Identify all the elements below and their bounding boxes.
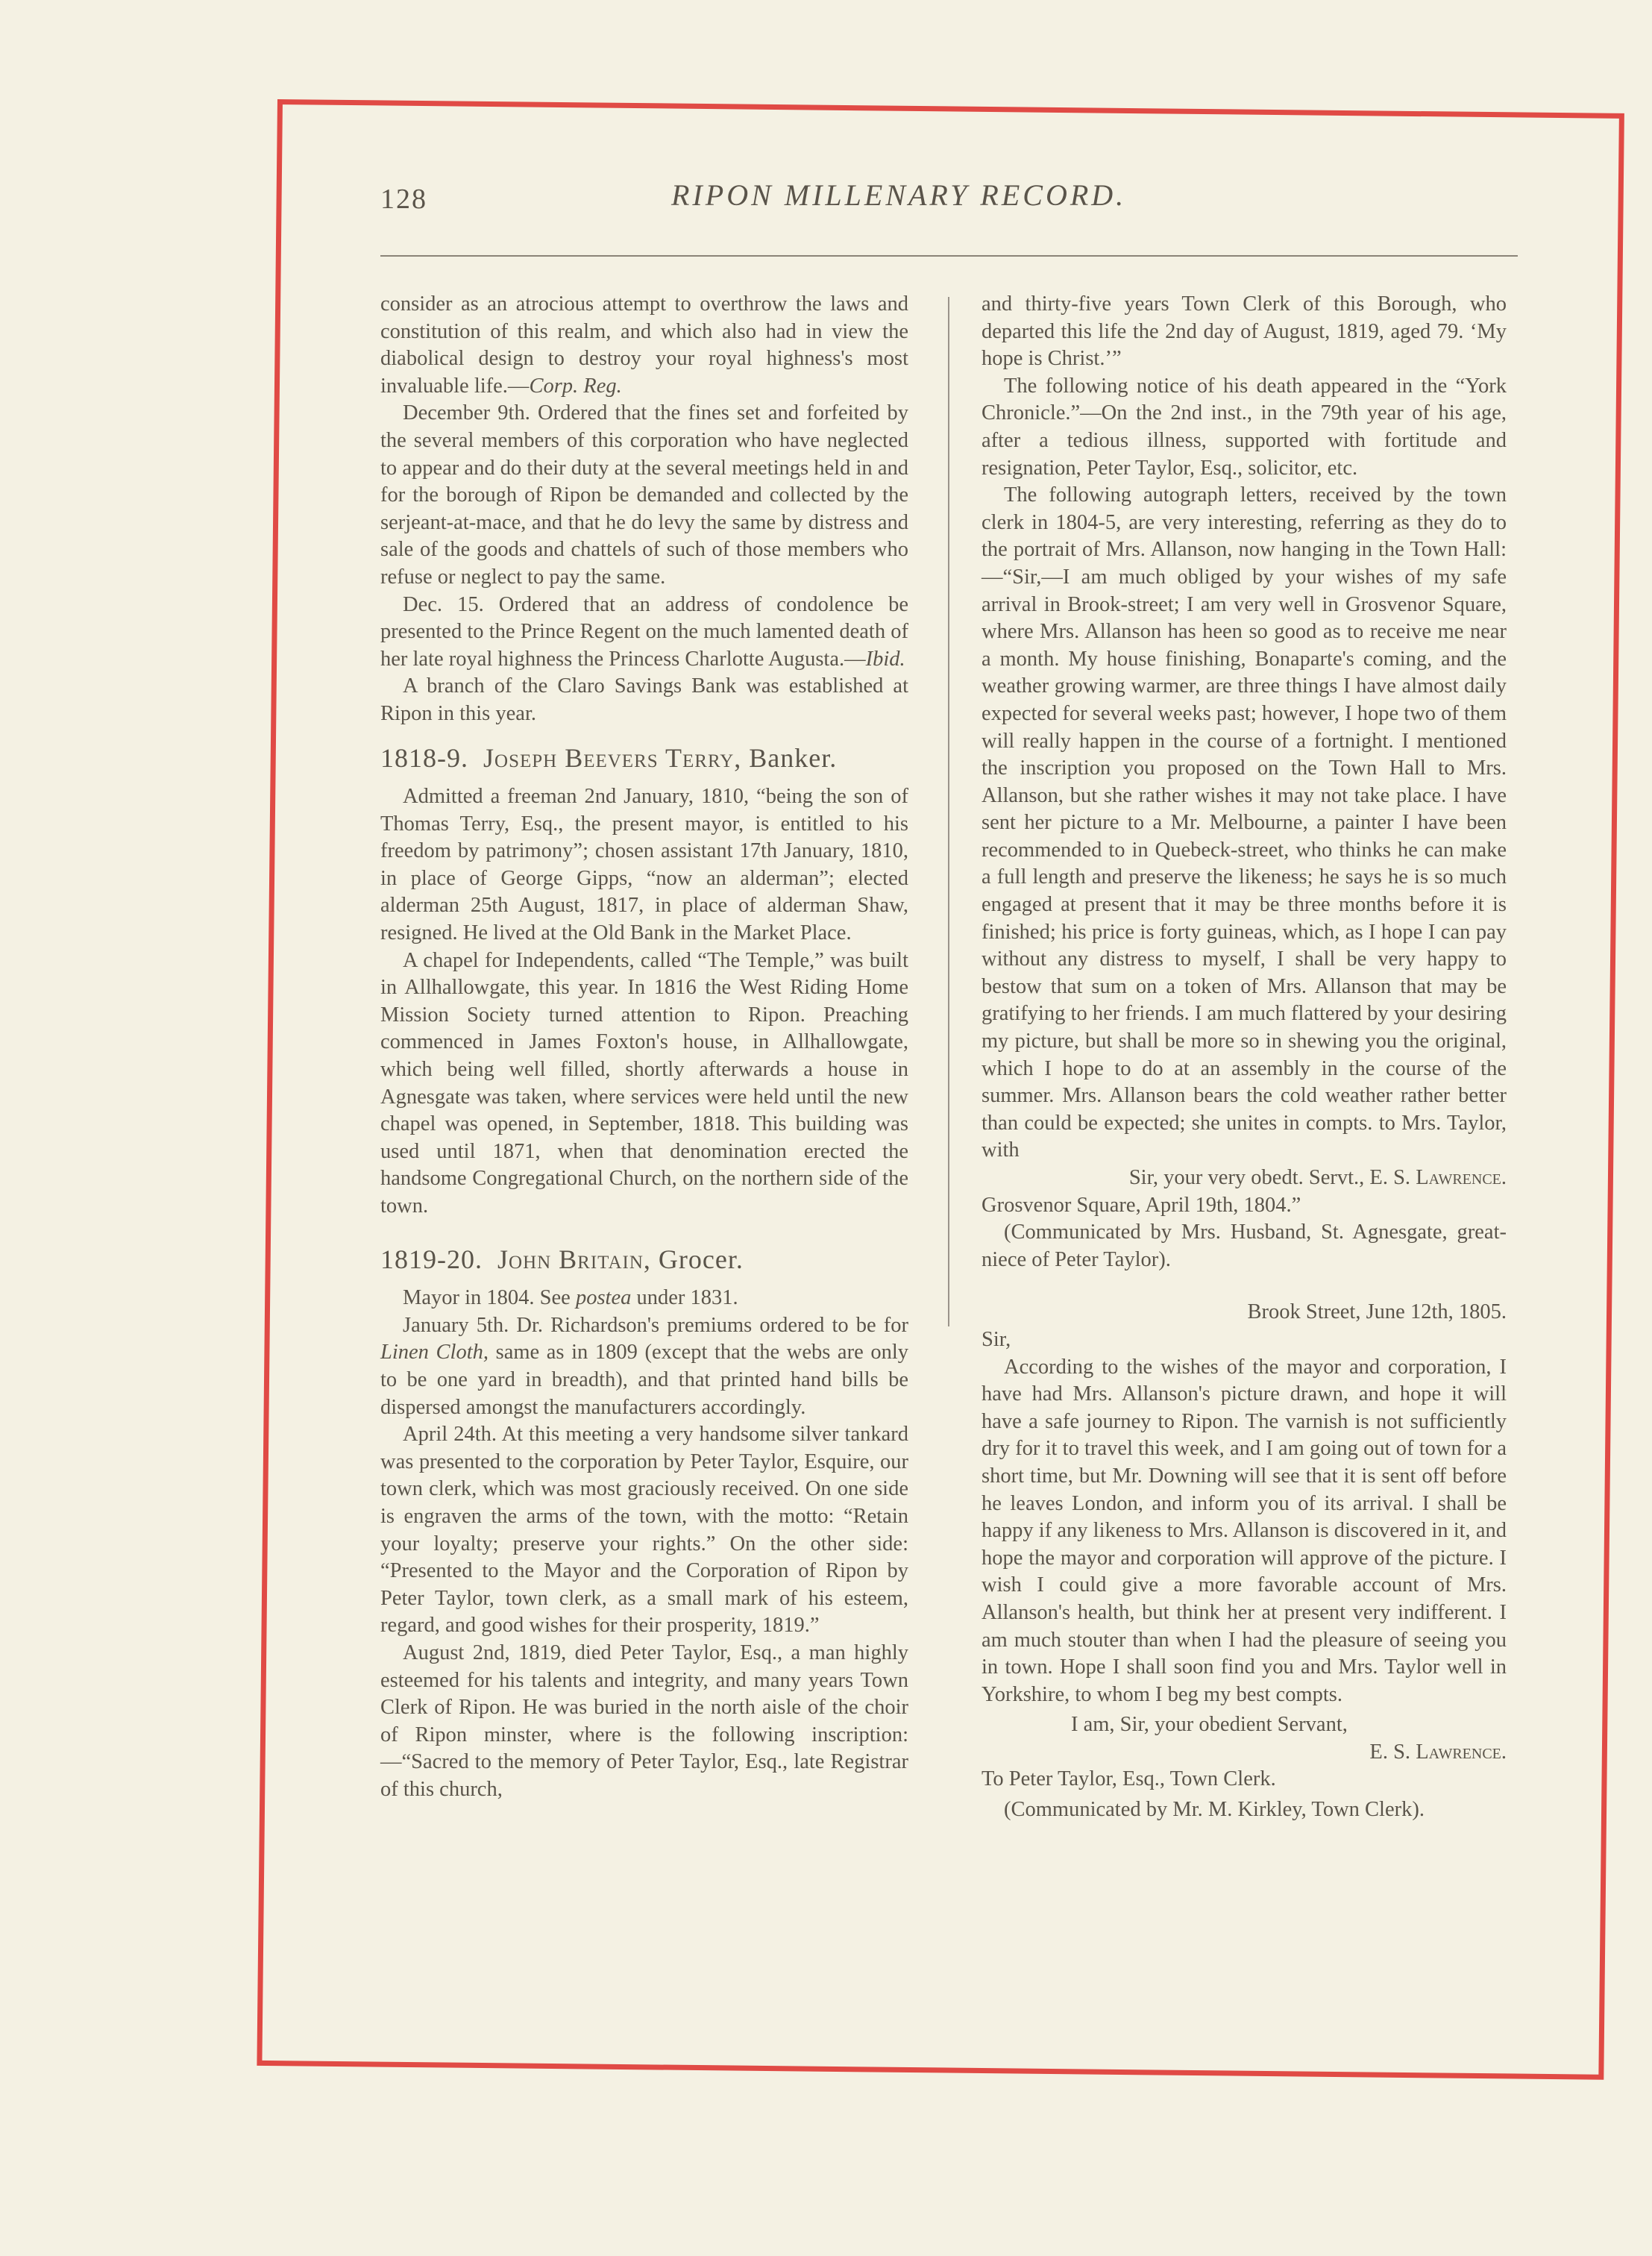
header-rule (380, 255, 1518, 257)
paragraph: Admitted a freeman 2nd January, 1810, “being the son of Thomas Terry, Esq., the present mayor, is entitled to his freedom by patrimony”; chosen assistant 17th January, 1810, in place of George Gipps, “now an alderman”; elected alderman 25th August, 1817, in place of alderman Shaw, resigned. He lived at the Old Bank in the Market Place. (380, 785, 908, 945)
left-column (380, 291, 908, 1803)
column-divider (948, 297, 949, 1326)
paragraph: The following notice of his death appeared in the “York Chronicle.”—On the 2nd inst., in the 79th year of his age, after a tedious illness, supported with fortitude and resignation, Peter Taylor, Esq., solicitor, etc. (982, 374, 1507, 480)
letter-dateline: Brook Street, June 12th, 1805. (1247, 1300, 1507, 1324)
paragraph: (Communicated by Mr. M. Kirkley, Town Clerk). (1004, 1798, 1425, 1822)
paragraph: and thirty-five years Town Clerk of this Borough, who departed this life the 2nd day of August, 1819, aged 79. ‘My hope is Christ.’” (982, 292, 1507, 371)
paragraph: The following autograph letters, received by the town clerk in 1804-5, are very interesting, referring as they do to the portrait of Mrs. Allanson, now hanging in the Town Hall:—“Sir,—I am much obliged by your wishes of my safe arrival in Brook-street; I am very well in Grosvenor Square, where Mrs. Allanson has heen so good as to receive me near a month. My house finishing, Bonaparte's coming, and the weather growing warmer, are three things I have almost daily expected for several weeks past; however, I hope two of them will really happen in the course of a fortnight. I mentioned the inscription you proposed on the Town Hall to Mrs. Allanson, but she rather wishes it may not take place. I have sent her picture to a Mr. Melbourne, a painter I have been recommended to in Quebeck-street, who thinks he can make a full length and preserve the likeness; he says he is so much engaged at present that it may be three months before it is finished; his price is forty guineas, which, as I hope I can pay without any distress to myself, I shall be very happy to bestow that sum on a token of Mrs. Allanson that may be gratifying to her friends. I am much flattered by your desiring my picture, but shall be more so in shewing you the original, which I hope to do at an assembly in the course of the summer. Mrs. Allanson bears the cold weather rather better than could be expected; she unites in compts. to Mrs. Taylor, with (982, 483, 1507, 1162)
paragraph: A branch of the Claro Savings Bank was established at Ripon in this year. (380, 674, 908, 725)
letter-close: I am, Sir, your obedient Servant, (1071, 1713, 1348, 1737)
paragraph: Dec. 15. Ordered that an address of condolence be presented to the Prince Regent on the much lamented death of her late royal highness the Princess Charlotte Augusta.—Ibid. (380, 592, 908, 671)
paragraph: Mayor in 1804. See postea under 1831. (403, 1286, 738, 1310)
letter-body: According to the wishes of the mayor and corporation, I have had Mrs. Allanson's picture drawn, and hope it will have a safe journey to Ripon. The varnish is not sufficiently dry for it to travel this week, and I am going out of town for a short time, but Mr. Downing will see that it is sent off before he leaves London, and inform you of its arrival. I shall be happy if any likeness to Mrs. Allanson is discovered in it, and hope the mayor and corporation will approve of the picture. I wish I could give a more favorable account of Mrs. Allanson's health, but think her at present very indifferent. I am much stouter than when I had the pleasure of seeing you in town. Hope I shall soon find you and Mrs. Taylor well in Yorkshire, to whom I beg my best compts. (982, 1355, 1507, 1706)
running-title: RIPON MILLENARY RECORD. (671, 178, 1127, 212)
paragraph: consider as an atrocious attempt to overthrow the laws and constitution of this realm, and which also had in view the diabolical design to destroy your royal highness's most invaluable life.—Corp. Reg. (380, 292, 908, 398)
letter-place-date: Grosvenor Square, April 19th, 1804.” (982, 1193, 1301, 1217)
signature: E. S. Lawrence. (1369, 1740, 1507, 1764)
mayor-heading-terry: 1818-9. Joseph Beevers Terry, Banker. (380, 742, 838, 773)
mayor-heading-britain: 1819-20. John Britain, Grocer. (380, 1244, 744, 1274)
paragraph: August 2nd, 1819, died Peter Taylor, Esq., a man highly esteemed for his talents and integrity, and many years Town Clerk of Ripon. He was buried in the north aisle of the choir of Ripon minster, where is the following inscription:—“Sacred to the memory of Peter Taylor, Esq., late Registrar of this church, (380, 1641, 908, 1801)
letter-salutation: Sir, (982, 1327, 1011, 1351)
paragraph: January 5th. Dr. Richardson's premiums ordered to be for Linen Cloth, same as in 1809 (except that the webs are only to be one yard in breadth), and that printed hand bills be dispersed amongst the manufacturers accordingly. (380, 1313, 908, 1419)
signature: Sir, your very obedt. Servt., E. S. Lawrence. (1128, 1166, 1507, 1189)
paragraph: A chapel for Independents, called “The Temple,” was built in Allhallowgate, this year. In 1816 the West Riding Home Mission Society turned attention to Ripon. Preaching commenced in James Foxton's house, in Allhallowgate, which being well filled, shortly afterwards a house in Agnesgate was taken, where services were held until the new chapel was opened, in September, 1818. This building was used until 1871, when that denomination erected the handsome Congregational Church, on the northern side of the town. (380, 948, 908, 1218)
paragraph: December 9th. Ordered that the fines set and forfeited by the several members of this corporation who have neglected to appear and do their duty at the several meetings held in and for the borough of Ripon be demanded and collected by the serjeant-at-mace, and that he do levy the same by distress and sale of the goods and chattels of such of those members who refuse or neglect to pay the same. (380, 401, 908, 589)
letter-addressee: To Peter Taylor, Esq., Town Clerk. (982, 1767, 1276, 1791)
paragraph: April 24th. At this meeting a very handsome silver tankard was presented to the corporation by Peter Taylor, Esquire, our town clerk, which was most graciously received. On one side is engraven the arms of the town, with the motto: “Retain your loyalty; preserve your rights.” On the other side: “Presented to the Mayor and the Corporation of Ripon by Peter Taylor, town clerk, as a small mark of his esteem, regard, and good wishes for their prosperity, 1819.” (380, 1423, 908, 1638)
page-number: 128 (380, 184, 427, 215)
paragraph: (Communicated by Mrs. Husband, St. Agnesgate, great-niece of Peter Taylor). (982, 1221, 1507, 1271)
right-column (982, 291, 1507, 1824)
